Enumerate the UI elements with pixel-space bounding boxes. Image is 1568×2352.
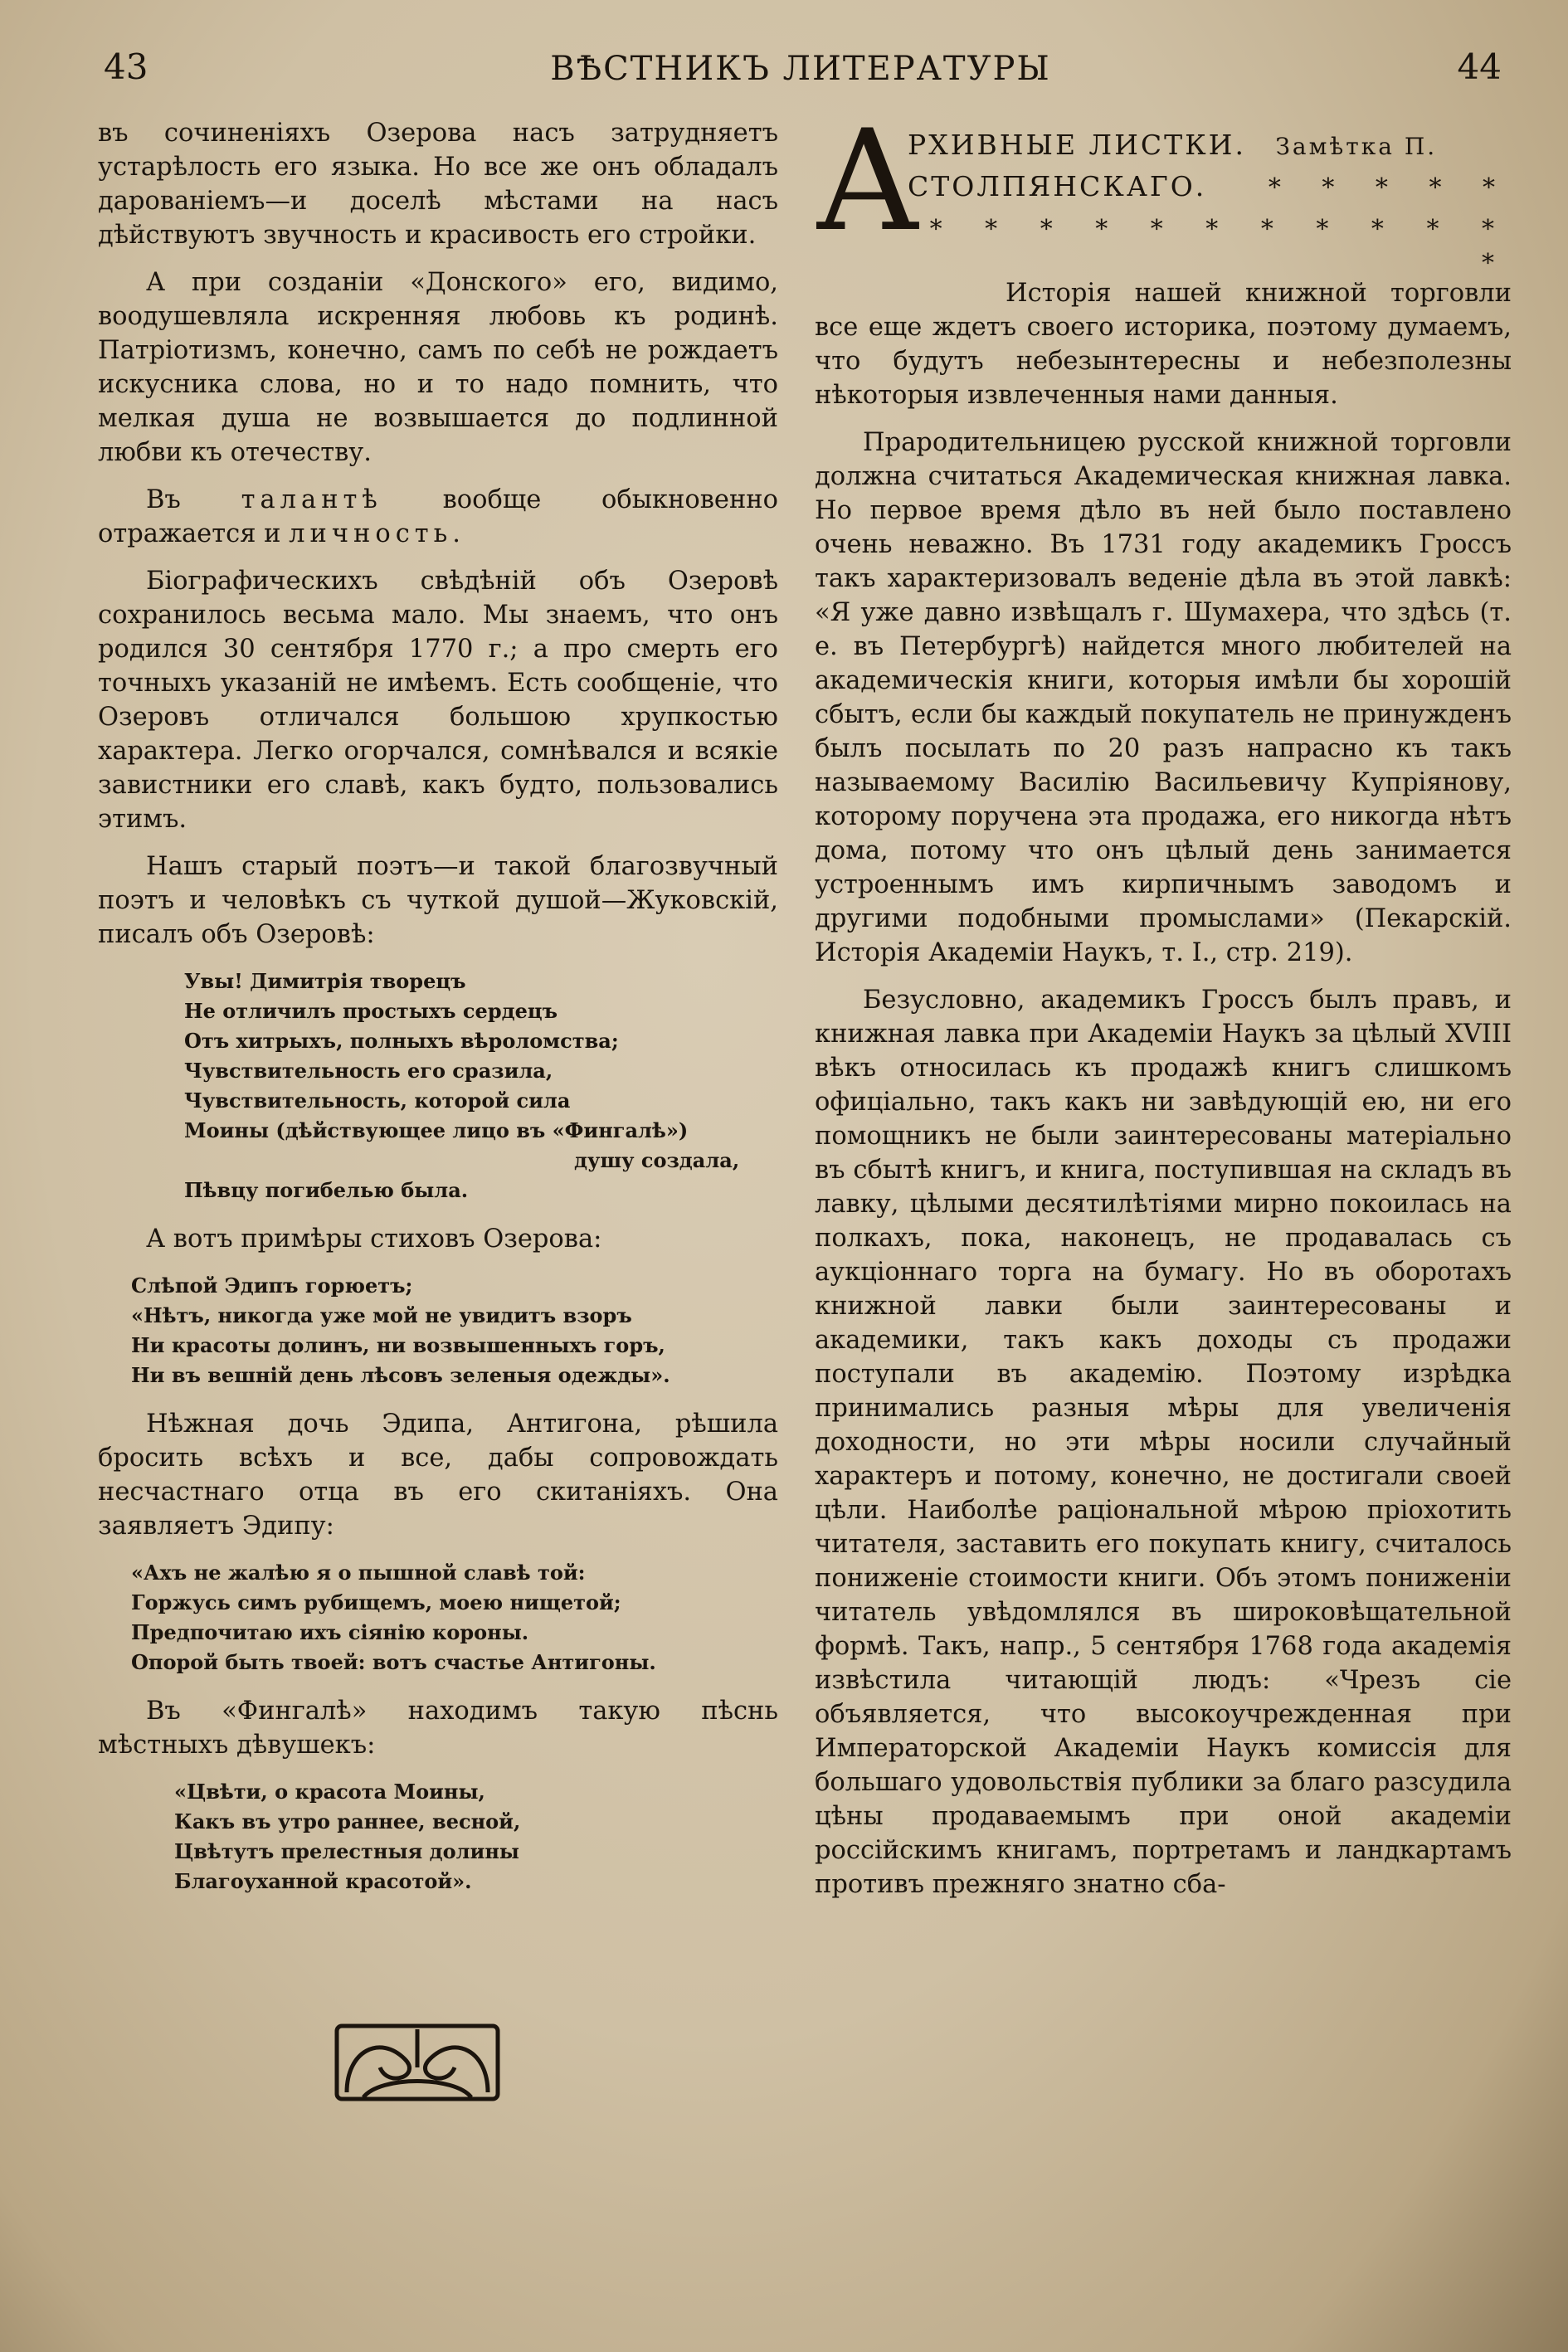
poem-line: Отъ хитрыхъ, полныхъ вѣроломства; — [184, 1029, 619, 1053]
poem-line: душу создала, — [574, 1148, 740, 1172]
paragraph: Безусловно, академикъ Гроссъ былъ правъ, и книжная лавка при Академіи Наукъ за цѣлый XVIII вѣкъ относилась къ продажѣ книгъ слишкомъ офиціально, такъ какъ ни завѣдующій ею, ни его помощникъ не были заинтересованы матеріально въ сбытѣ книгъ, и книга, поступившая на складъ въ лавку, цѣлыми десятилѣтіями мирно покоилась на полкахъ, пока, наконецъ, не продавалась съ аукціоннаго торга на бумагу. Но въ оборотахъ книжной лавки были заинтересованы и академики, такъ какъ доходы съ продажи поступали въ академію. Поэтому изрѣдка принимались разныя мѣры для увеличенія доходности, но эти мѣры носили случайный характеръ и потому, конечно, не достигали своей цѣли. Наиболѣе раціональной мѣрою пріохотить читателя, заставить его покупать книгу, считалось пониженіе стоимости книги. Объ этомъ пониженіи читатель увѣдомлялся въ широковѣщательной формѣ. Такъ, напр., 5 сентября 1768 года академія извѣстила читающій людъ: «Чрезъ сіе объявляется, что высокоучрежденная при Императорской Академіи Наукъ комиссія для большаго удовольствія публики за благо разсудила цѣны продаваемымъ при оной академіи россійскимъ книгамъ, портретамъ и ландкартамъ противъ прежняго знатно сба- — [815, 986, 1512, 1899]
text-run: . — [452, 519, 460, 548]
paragraph: Біографическихъ свѣдѣній объ Озеровѣ сохранилось весьма мало. Мы знаемъ, что онъ родился 30 сентября 1770 г.; а про смерть его точныхъ указаній не имѣемъ. Есть сообщеніе, что Озеровъ отличался большою хрупкостью характера. Легко огорчался, сомнѣвался и всякіе завистники его славѣ, какъ будто, пользовались этимъ. — [98, 567, 778, 834]
poem-line: Предпочитаю ихъ сіянію короны. — [131, 1620, 529, 1644]
poem-antigone — [131, 1558, 778, 1678]
poem-line: Ни красоты долинъ, ни возвышенныхъ горъ, — [131, 1333, 665, 1357]
poem-line: «Цвѣти, о красота Моины, — [174, 1780, 485, 1804]
paragraph: въ сочиненіяхъ Озерова насъ затрудняетъ устарѣлость его языка. Но все же онъ обладалъ дарованіемъ—и доселѣ мѣстами на насъ дѣйствуютъ звучность и красивость его стройки. — [98, 119, 778, 250]
title-text: РХИВНЫЕ ЛИСТКИ. — [908, 129, 1246, 161]
poem-line: Благоуханной красотой». — [174, 1869, 472, 1893]
paragraph: А при созданіи «Донского» его, видимо, воодушевляла искренняя любовь къ родинѣ. Патріотизмъ, конечно, самъ по себѣ не рождаетъ искусника слова, но и то надо помнить, что мелкая душа не возвышается до подлинной любви къ отечеству. — [98, 268, 778, 467]
poem-oedipus — [131, 1271, 778, 1390]
poem-line: Горжусь симъ рубищемъ, моею нищетой; — [131, 1590, 621, 1614]
asterisk-rule: * * * * * * * * * * * * — [929, 215, 1512, 278]
paragraph — [98, 483, 778, 551]
poem-line: «Ахъ не жалѣю я о пышной славѣ той: — [131, 1561, 586, 1585]
poem-line: Чувствительность его сразила, — [184, 1059, 553, 1083]
right-column — [815, 100, 1512, 1902]
page-number-right: 44 — [1457, 46, 1502, 87]
poem-line: Увы! Димитрія творецъ — [184, 969, 466, 993]
poem-line: Чувствительность, которой сила — [184, 1088, 571, 1113]
poem-line: Ни въ вешній день лѣсовъ зеленыя одежды». — [131, 1363, 670, 1387]
poem-line: Не отличилъ простыхъ сердецъ — [184, 999, 558, 1023]
journal-title: ВѢСТНИКЪ ЛИТЕРАТУРЫ — [550, 50, 1051, 88]
poem-line: «Нѣтъ, никогда уже мой не увидитъ взоръ — [131, 1303, 632, 1327]
spaced-emphasis: личность — [289, 519, 453, 548]
poem-line: Моины (дѣйствующее лицо въ «Фингалѣ») — [184, 1118, 689, 1142]
text-run: вообще обыкновенно отражается и — [98, 485, 778, 548]
text-run: Въ — [146, 485, 241, 514]
author-note: Замѣтка П. — [1275, 133, 1438, 160]
poem-line: Пѣвцу погибелью была. — [184, 1178, 469, 1202]
poem-line: Слѣпой Эдипъ горюетъ; — [131, 1273, 413, 1298]
paragraph: А вотъ примѣры стиховъ Озерова: — [146, 1225, 602, 1254]
poem-line: Какъ въ утро раннее, весной, — [174, 1809, 521, 1833]
paragraph: Нѣжная дочь Эдипа, Антигона, рѣшила бросить всѣхъ и все, дабы сопровождать несчастнаго отца въ его скитаніяхъ. Она заявляетъ Эдипу: — [98, 1410, 778, 1541]
paragraph: Нашъ старый поэтъ—и такой благозвучный поэтъ и человѣкъ съ чуткой душой—Жуковскій, писалъ объ Озеровѣ: — [98, 852, 778, 949]
paragraph: Прародительницею русской книжной торговли должна считаться Академическая книжная лавка. Но первое время дѣло въ ней было поставлено очень неважно. Въ 1731 году академикъ Гроссъ такъ характеризовалъ веденіе дѣла въ этой лавкѣ: «Я уже давно извѣщалъ г. Шумахера, что здѣсь (т. е. въ Петербургѣ) найдется много любителей на академическія книги, которыя имѣли бы хорошій сбытъ, если бы каждый покупатель не принужденъ былъ посылать по 20 разъ напрасно къ такъ называемому Василію Васильевичу Купріянову, которому поручена эта продажа, его никогда нѣтъ дома, потому что онъ цѣлый день занимается устроеннымъ имъ кирпичнымъ заводомъ и другими подобными промыслами» (Пекарскій. Исторія Академіи Наукъ, т. I., стр. 219). — [815, 428, 1512, 967]
paragraph: Въ «Фингалѣ» находимъ такую пѣснь мѣстныхъ дѣвушекъ: — [98, 1697, 778, 1760]
page-number-left: 43 — [104, 46, 149, 87]
left-column — [98, 116, 778, 1913]
title-line — [908, 128, 1512, 163]
poem-fingal — [174, 1777, 778, 1897]
ornament-icon — [330, 2018, 504, 2109]
drop-cap: А — [815, 100, 921, 262]
poem-zhukovsky — [184, 967, 778, 1205]
paragraph: Исторія нашей книжной торговли все еще ждетъ своего историка, поэтому думаемъ, что будутъ небезынтересны и небезполезны нѣкоторыя извлеченныя нами данныя. — [815, 279, 1512, 410]
author-name: СТОЛПЯНСКАГО. — [908, 170, 1207, 202]
article-title — [815, 100, 1512, 278]
poem-line: Цвѣтутъ прелестныя долины — [174, 1839, 519, 1863]
poem-line: Опорой быть твоей: вотъ счастье Антигоны. — [131, 1650, 656, 1674]
spaced-emphasis: талантѣ — [241, 485, 382, 514]
page-header — [83, 46, 1518, 105]
asterisk-rule: * * * * * — [1268, 173, 1512, 202]
